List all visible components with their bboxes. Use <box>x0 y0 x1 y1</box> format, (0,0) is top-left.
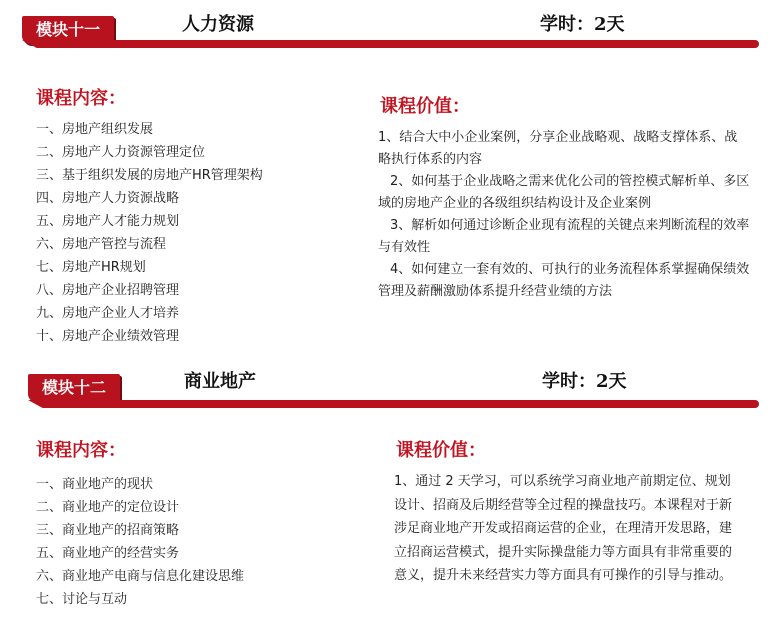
content-list <box>36 473 244 611</box>
list-item: 六、商业地产电商与信息化建设思维 <box>36 569 245 584</box>
content-heading: 课程内容： <box>36 440 126 461</box>
module-12 <box>0 362 777 632</box>
list-item: 七、讨论与互动 <box>36 592 128 607</box>
list-item: 七、房地产HR规划 <box>36 260 146 275</box>
content-list <box>36 118 263 348</box>
list-item: 二、房地产人力资源管理定位 <box>36 145 206 160</box>
value-text <box>378 127 750 303</box>
study-hours: 学时：2天 <box>540 14 625 35</box>
study-hours: 学时：2天 <box>542 371 627 392</box>
module-tab: 模块十一 <box>22 16 114 44</box>
value-paragraph: 3、解析如何通过诊断企业现有流程的关键点来判断流程的效率与有效性 <box>378 218 750 255</box>
value-paragraph: 1、通过 2 天学习，可以系统学习商业地产前期定位、规划设计、招商及后期经营等全过程的操盘技巧。本课程对于新涉足商业地产开发或招商运营的企业，在理清开发思路，建立招商运营模式，提升实际操盘能力等方面具有非常重要的意义，提升未来经营实力等方面具有可操作的引导与推动。 <box>394 474 733 583</box>
list-item: 一、商业地产的现状 <box>36 477 154 492</box>
list-item: 三、基于组织发展的房地产HR管理架构 <box>36 168 263 183</box>
list-item: 五、商业地产的经营实务 <box>36 546 180 561</box>
value-paragraph: 4、如何建立一套有效的、可执行的业务流程体系掌握确保绩效管理及薪酬激励体系提升经营业绩的方法 <box>378 262 750 299</box>
list-item: 三、商业地产的招商策略 <box>36 523 180 538</box>
value-heading: 课程价值： <box>396 440 486 461</box>
list-item: 五、房地产人才能力规划 <box>36 214 180 229</box>
list-item: 一、房地产组织发展 <box>36 122 154 137</box>
list-item: 六、房地产管控与流程 <box>36 237 167 252</box>
value-heading: 课程价值： <box>380 96 470 117</box>
value-text <box>394 470 734 588</box>
module-title: 商业地产 <box>184 371 256 392</box>
list-item: 八、房地产企业招聘管理 <box>36 283 180 298</box>
module-title: 人力资源 <box>182 14 254 35</box>
list-item: 二、商业地产的定位设计 <box>36 500 180 515</box>
module-tab: 模块十二 <box>28 374 120 402</box>
list-item: 九、房地产企业人才培养 <box>36 306 180 321</box>
content-heading: 课程内容： <box>36 88 126 109</box>
list-item: 四、房地产人力资源战略 <box>36 191 180 206</box>
value-paragraph: 2、如何基于企业战略之需来优化公司的管控模式解析单、多区域的房地产企业的各级组织结构设计及企业案例 <box>378 174 750 211</box>
list-item: 十、房地产企业绩效管理 <box>36 329 180 344</box>
header-bar <box>28 400 759 408</box>
header-bar <box>22 40 759 48</box>
value-paragraph: 1、结合大中小企业案例，分享企业战略观、战略支撑体系、战略执行体系的内容 <box>378 130 738 167</box>
